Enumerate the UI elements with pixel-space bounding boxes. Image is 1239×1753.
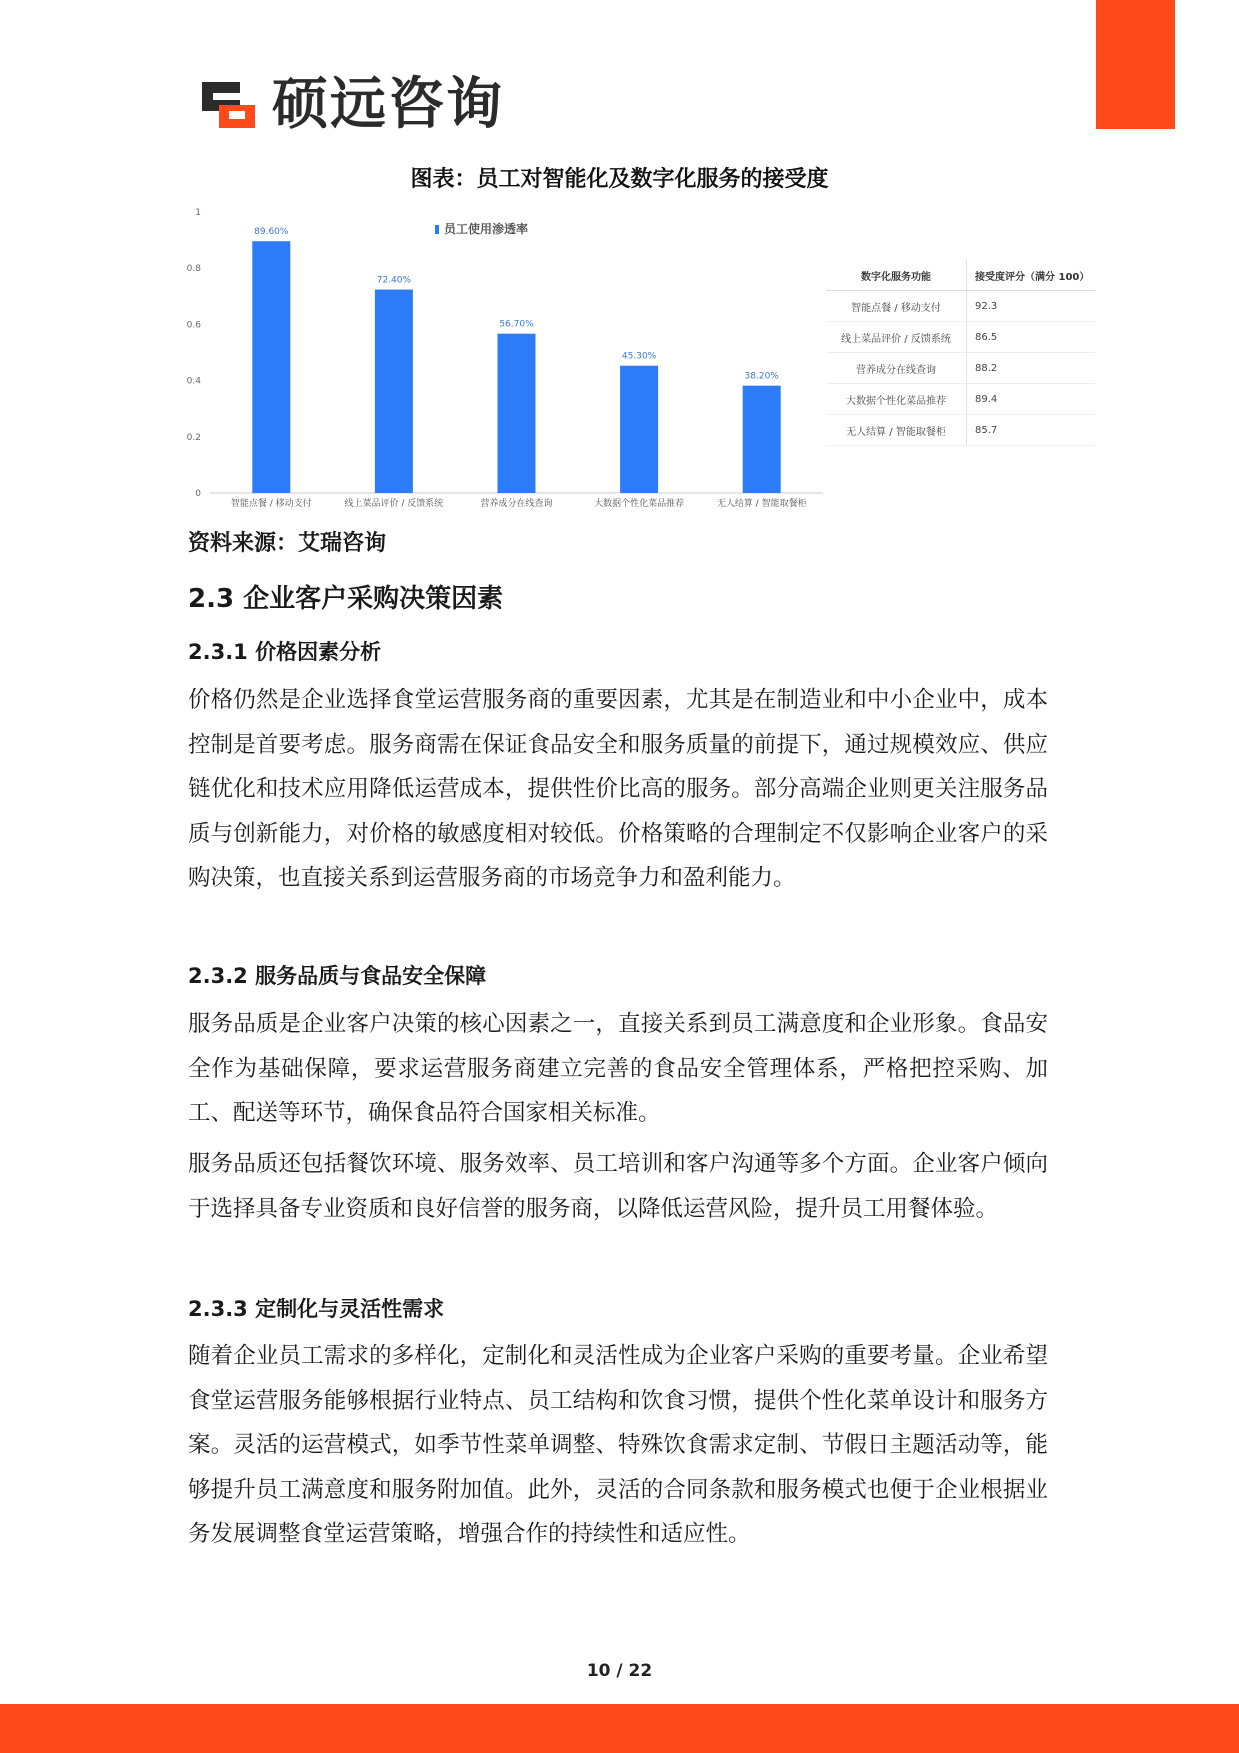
- brand-mark-icon: [200, 80, 258, 130]
- bar-data-label: 45.30%: [621, 351, 657, 362]
- bar-chart: [185, 200, 825, 520]
- bar-data-label: 89.60%: [254, 227, 289, 238]
- x-tick-label: 智能点餐 / 移动支付: [230, 499, 312, 509]
- table-cell-score: 86.5: [967, 322, 1096, 353]
- table-cell-function: 智能点餐 / 移动支付: [826, 291, 967, 322]
- y-tick-label: 0.4: [186, 376, 201, 387]
- table-cell-function: 大数据个性化菜品推荐: [826, 384, 967, 415]
- page-number: 10 / 22: [586, 1661, 653, 1681]
- table-cell-function: 线上菜品评价 / 反馈系统: [826, 322, 967, 353]
- bar-data-label: 72.40%: [376, 275, 412, 286]
- y-tick-label: 1: [195, 208, 201, 218]
- x-tick-label: 大数据个性化菜品推荐: [594, 499, 685, 509]
- chart-title: 图表：员工对智能化及数字化服务的接受度: [410, 167, 829, 192]
- corner-accent-block: [1096, 0, 1175, 129]
- bar: [620, 366, 658, 493]
- bar: [375, 290, 413, 493]
- table-cell-function: 营养成分在线查询: [826, 353, 967, 384]
- x-tick-label: 营养成分在线查询: [480, 499, 553, 509]
- subsection-heading-quality: 2.3.2 服务品质与食品安全保障: [188, 964, 487, 988]
- table-cell-score: 85.7: [967, 415, 1096, 446]
- y-tick-label: 0.6: [186, 320, 201, 331]
- y-tick-label: 0: [195, 489, 201, 499]
- acceptance-score-table: [826, 260, 1095, 446]
- subsection-heading-customization: 2.3.3 定制化与灵活性需求: [188, 1297, 445, 1321]
- brand-name: 硕远咨询: [272, 72, 504, 137]
- x-tick-label: 线上菜品评价 / 反馈系统: [344, 499, 444, 509]
- table-row: [826, 291, 1095, 322]
- table-header-row: [826, 260, 1095, 291]
- table-cell-function: 无人结算 / 智能取餐柜: [826, 415, 967, 446]
- table-cell-score: 88.2: [967, 353, 1096, 384]
- table-row: [826, 353, 1095, 384]
- table-header-score: 接受度评分（满分 100）: [967, 260, 1096, 291]
- legend-label: 员工使用渗透率: [444, 222, 529, 236]
- bar-data-label: 38.20%: [744, 371, 779, 382]
- bar-data-label: 56.70%: [499, 319, 534, 330]
- table-header-function: 数字化服务功能: [826, 260, 967, 291]
- subsection-heading-price: 2.3.1 价格因素分析: [188, 640, 382, 664]
- bar: [498, 334, 536, 493]
- footer-accent-bar: [0, 1704, 1239, 1753]
- paragraph-quality-1: 服务品质是企业客户决策的核心因素之一，直接关系到员工满意度和企业形象。食品安全作为基础保障，要求运营服务商建立完善的食品安全管理体系，严格把控采购、加工、配送等环节，确保食品符合国家相关标准。: [188, 1011, 1048, 1126]
- y-tick-label: 0.8: [186, 264, 201, 275]
- data-source: 资料来源：艾瑞咨询: [188, 531, 387, 556]
- bar: [743, 386, 781, 493]
- legend-swatch: [435, 225, 439, 234]
- x-tick-label: 无人结算 / 智能取餐柜: [716, 499, 807, 509]
- table-row: [826, 322, 1095, 353]
- brand-logo: [200, 74, 504, 136]
- table-row: [826, 415, 1095, 446]
- paragraph-customization: 随着企业员工需求的多样化，定制化和灵活性成为企业客户采购的重要考量。企业希望食堂运营服务能够根据行业特点、员工结构和饮食习惯，提供个性化菜单设计和服务方案。灵活的运营模式，如季节性菜单调整、特殊饮食需求定制、节假日主题活动等，能够提升员工满意度和服务附加值。此外，灵活的合同条款和服务模式也便于企业根据业务发展调整食堂运营策略，增强合作的持续性和适应性。: [188, 1343, 1048, 1547]
- paragraph-quality-2: 服务品质还包括餐饮环境、服务效率、员工培训和客户沟通等多个方面。企业客户倾向于选择具备专业资质和良好信誉的服务商，以降低运营风险，提升员工用餐体验。: [188, 1151, 1048, 1222]
- table-cell-score: 89.4: [967, 384, 1096, 415]
- y-tick-label: 0.2: [186, 432, 201, 443]
- bar: [252, 241, 290, 493]
- paragraph-price: 价格仍然是企业选择食堂运营服务商的重要因素，尤其是在制造业和中小企业中，成本控制是首要考虑。服务商需在保证食品安全和服务质量的前提下，通过规模效应、供应链优化和技术应用降低运营成本，提供性价比高的服务。部分高端企业则更关注服务品质与创新能力，对价格的敏感度相对较低。价格策略的合理制定不仅影响企业客户的采购决策，也直接关系到运营服务商的市场竞争力和盈利能力。: [188, 687, 1048, 891]
- table-cell-score: 92.3: [967, 291, 1096, 322]
- table-row: [826, 384, 1095, 415]
- section-heading: 2.3 企业客户采购决策因素: [188, 584, 504, 614]
